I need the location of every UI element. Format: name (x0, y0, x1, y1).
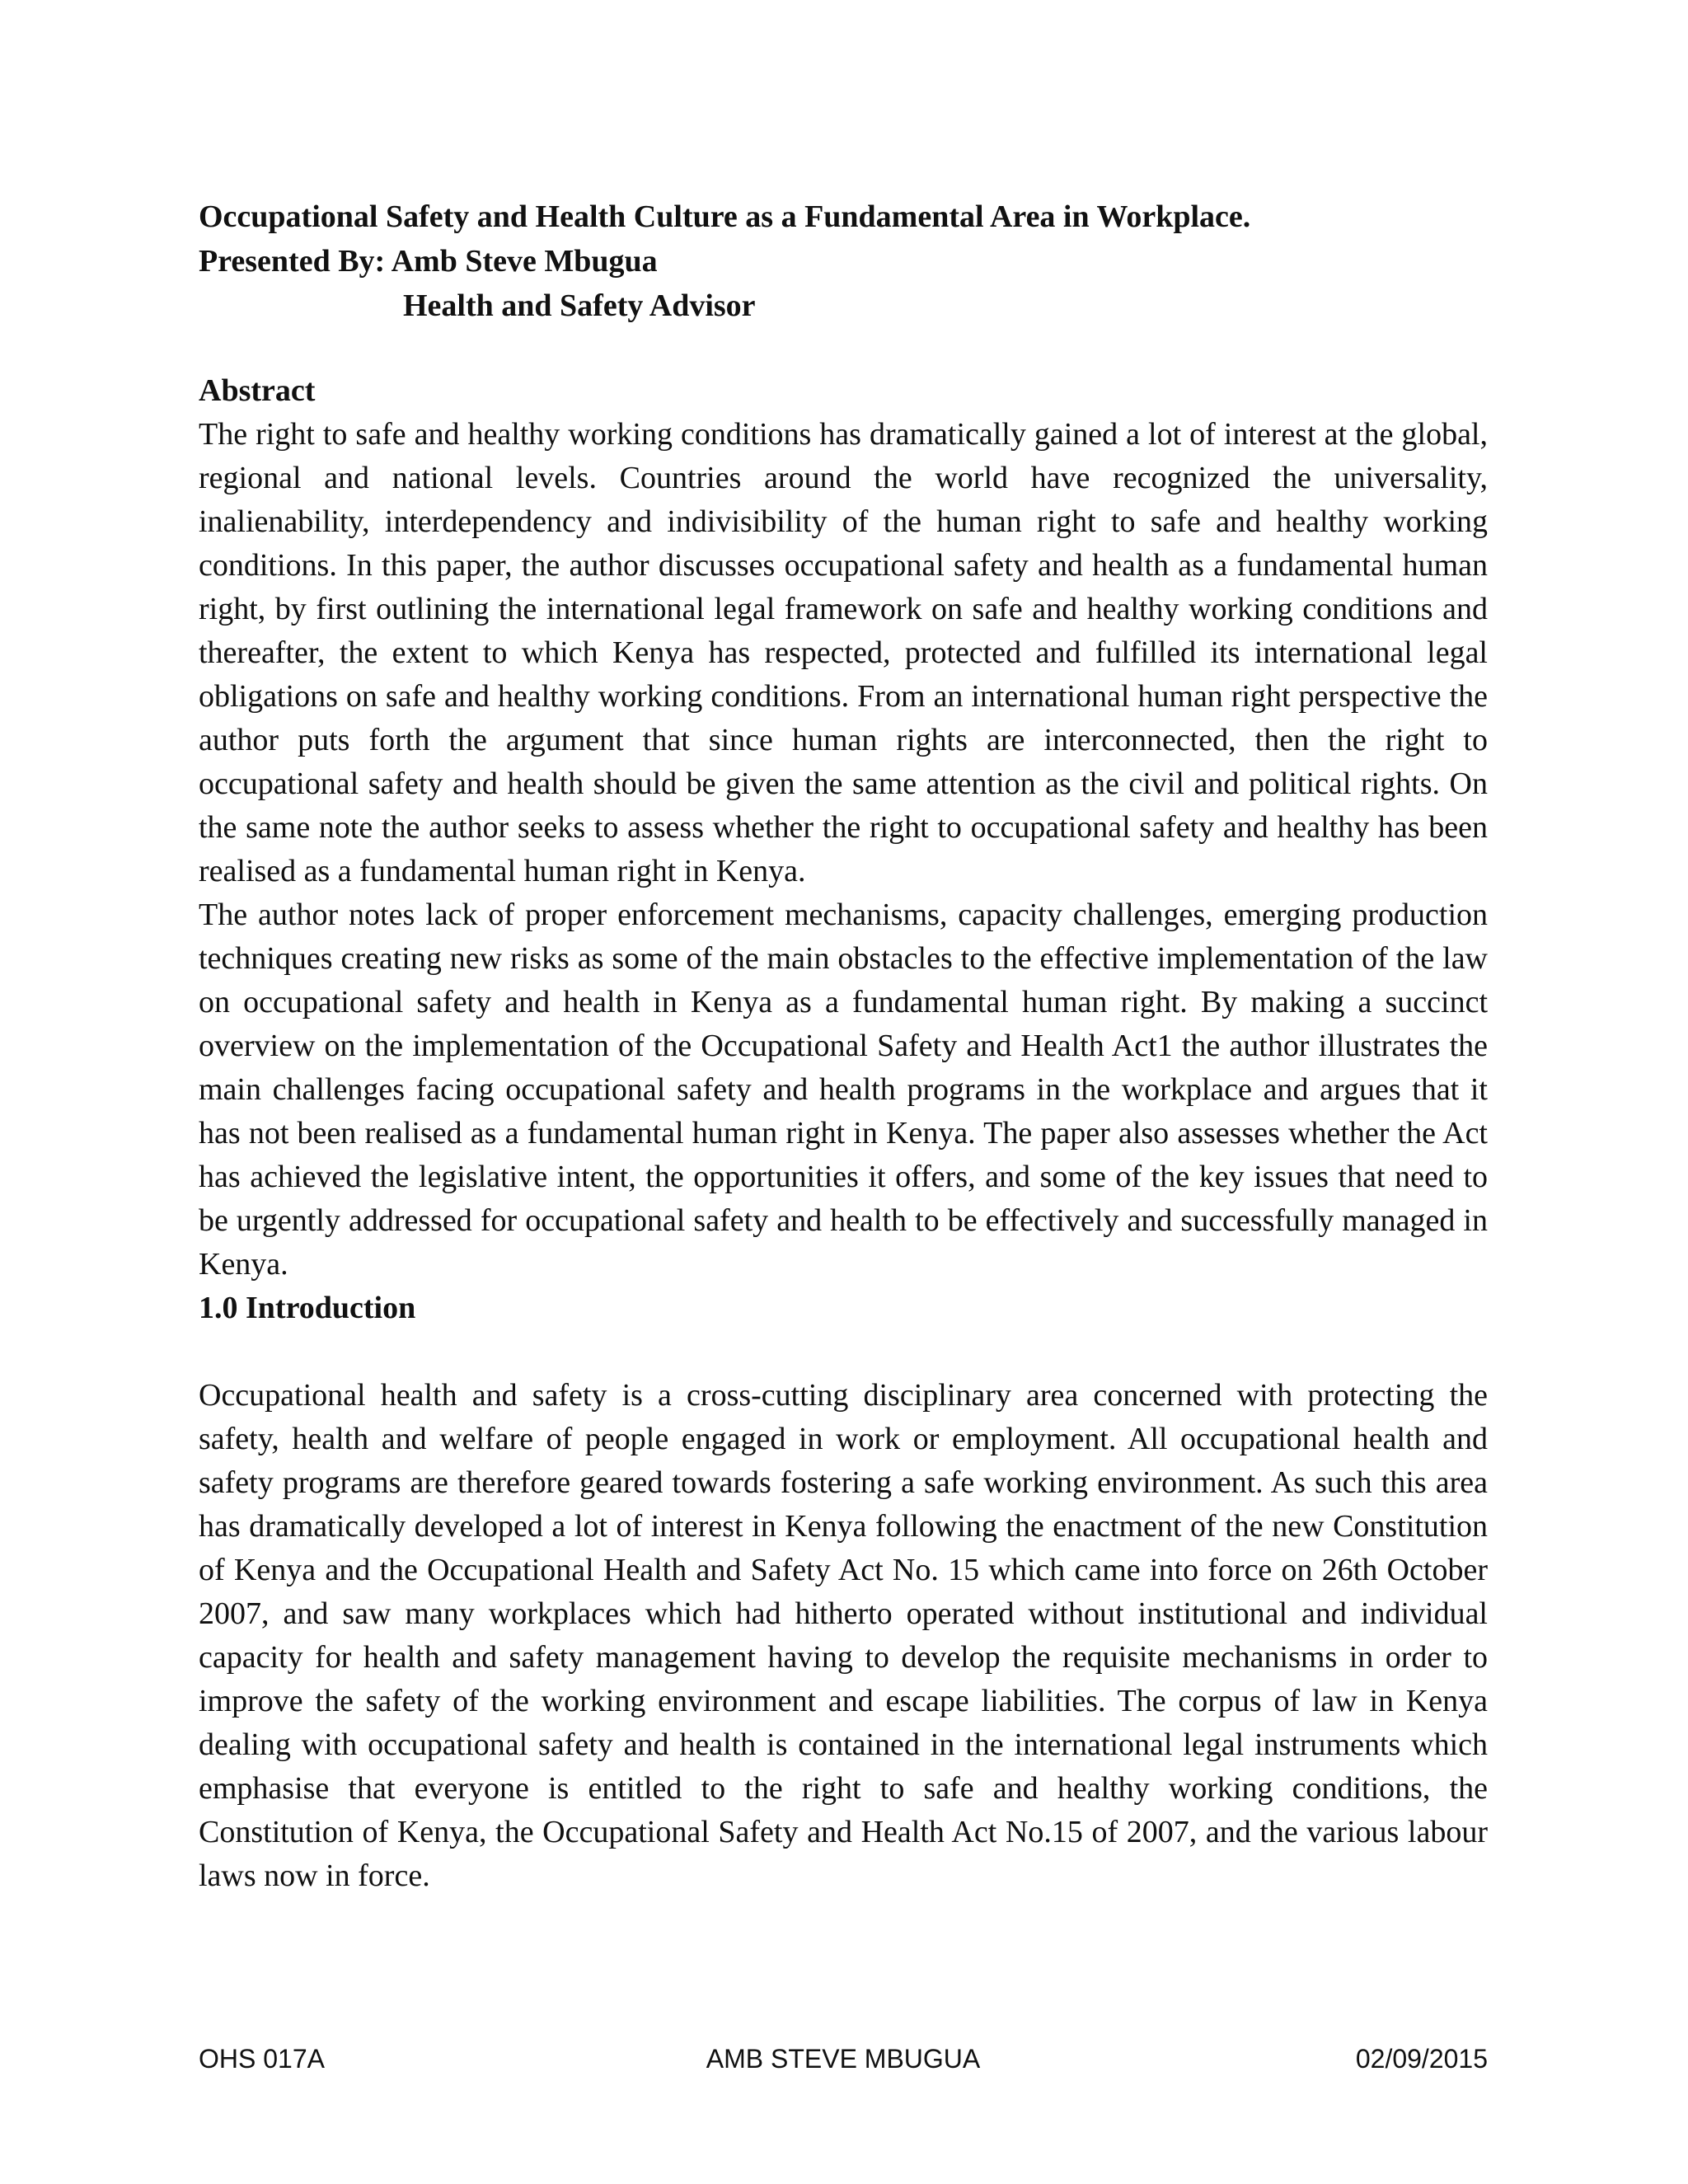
introduction-heading: 1.0 Introduction (199, 1291, 416, 1325)
document-body (199, 194, 1488, 1898)
abstract-heading: Abstract (199, 373, 316, 408)
footer-date: 02/09/2015 (1355, 2044, 1488, 2074)
presenter-role: Health and Safety Advisor (403, 288, 756, 323)
presenter-line: Presented By: Amb Steve Mbugua (199, 244, 658, 279)
abstract-paragraph-2: The author notes lack of proper enforcement mechanisms, capacity challenges, emerging production techniques creating new risks as some of the main obstacles to the effective implementation of the law on occupational safety and health in Kenya as a fundamental human right. By making a succinct overview on the implementation of the Occupational Safety and Health Act1 the author illustrates the main challenges facing occupational safety and health programs in the workplace and argues that it has not been realised as a fundamental human right in Kenya. The paper also assesses whether the Act has achieved the legislative intent, the opportunities it offers, and some of the key issues that need to be urgently addressed for occupational safety and health to be effectively and successfully managed in Kenya. (199, 898, 1488, 1282)
footer-document-code: OHS 017A (199, 2044, 325, 2074)
section-spacer (199, 1330, 1488, 1374)
document-title: Occupational Safety and Health Culture as a Fundamental Area in Workplace. (199, 199, 1251, 234)
introduction-paragraph-1: Occupational health and safety is a cross-cutting disciplinary area concerned with protecting the safety, health and welfare of people engaged in work or employment. All occupational health and safety programs are therefore geared towards fostering a safe working environment. As such this area has dramatically developed a lot of interest in Kenya following the enactment of the new Constitution of Kenya and the Occupational Health and Safety Act No. 15 which came into force on 26th October 2007, and saw many workplaces which had hitherto operated without institutional and individual capacity for health and safety management having to develop the requisite mechanisms in order to improve the safety of the working environment and escape liabilities. The corpus of law in Kenya dealing with occupational safety and health is contained in the international legal instruments which emphasise that everyone is entitled to the right to safe and healthy working conditions, the Constitution of Kenya, the Occupational Safety and Health Act No.15 of 2007, and the various labour laws now in force. (199, 1378, 1488, 1893)
page-footer (199, 2040, 1488, 2078)
footer-author: AMB STEVE MBUGUA (706, 2044, 981, 2074)
abstract-paragraph-1: The right to safe and healthy working conditions has dramatically gained a lot of interest at the global, regional and national levels. Countries around the world have recognized the universality, inalienability, interdependency and indivisibility of the human right to safe and healthy working conditions. In this paper, the author discusses occupational safety and health as a fundamental human right, by first outlining the international legal framework on safe and healthy working conditions and thereafter, the extent to which Kenya has respected, protected and fulfilled its international legal obligations on safe and healthy working conditions. From an international human right perspective the author puts forth the argument that since human rights are interconnected, then the right to occupational safety and health should be given the same attention as the civil and political rights. On the same note the author seeks to assess whether the right to occupational safety and healthy has been realised as a fundamental human right in Kenya. (199, 417, 1488, 888)
